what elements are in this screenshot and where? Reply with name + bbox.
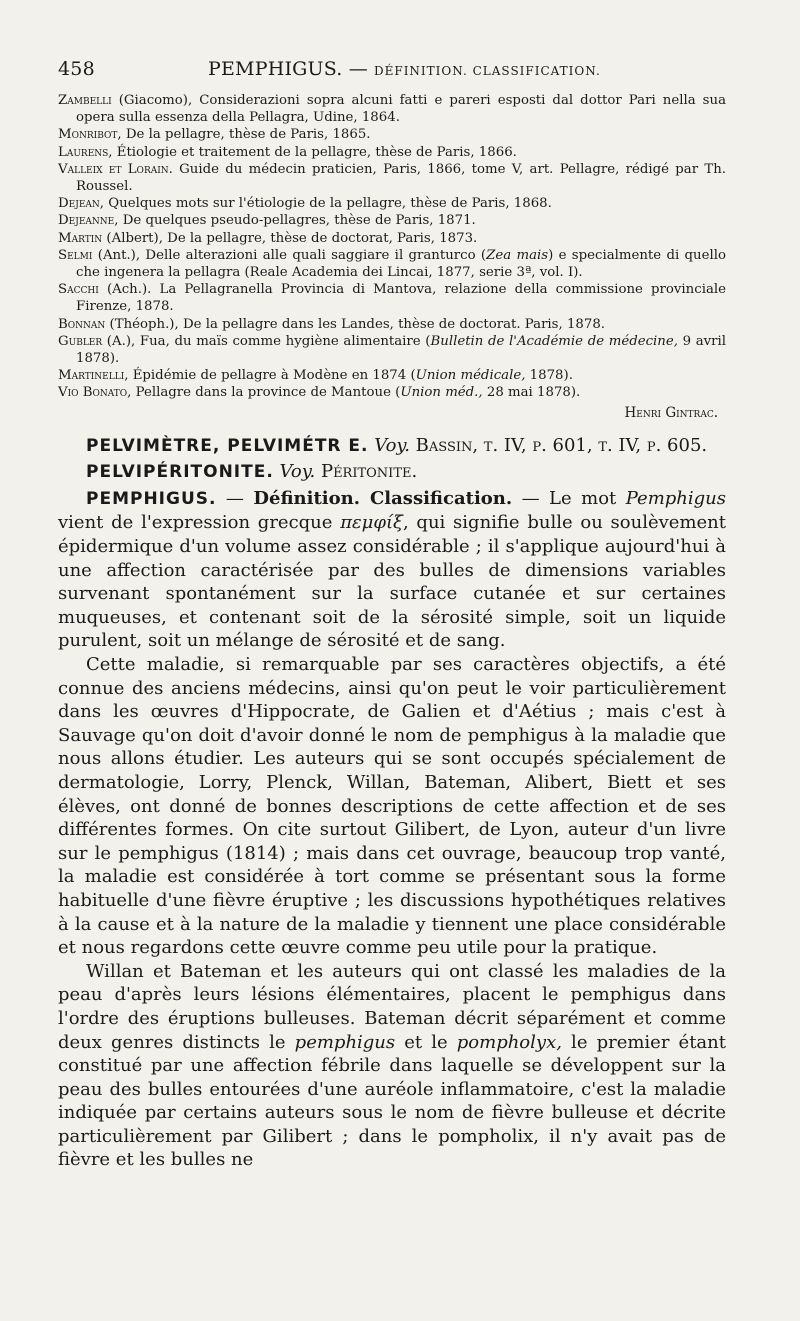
bib-entry: Dejean, Quelques mots sur l'étiologie de la pellagre, thèse de Paris, 1868. [58,196,552,212]
headword: PELVIMÈTRE, PELVIMÉTR E. [86,435,369,456]
headword: PELVIPÉRITONITE. [86,462,274,483]
bib-entry: Sacchi (Ach.). La Pellagranella Provincia di Mantova, relazione della commissione provinciale Firenze, 1878. [58,282,726,315]
bib-entry: Dejeanne, De quelques pseudo-pellagres, thèse de Paris, 1871. [58,213,476,229]
running-header [58,58,726,92]
author-signature: Henri Gintrac. [624,404,718,421]
bib-entry: Gubler (A.), Fua, du maïs comme hygiène alimentaire (Bulletin de l'Académie de médecine, 9 avril 1878). [58,333,726,367]
entry-pemphigus: PEMPHIGUS. — Définition. Classification. — Le mot Pemphigus vient de l'expression grecque πεμφίξ, qui signifie bulle ou soulèvement épidermique d'un volume assez considérable ; il s'applique aujourd'hui à une affection caractérisée par des bulles de dimensions variables survenant spontanément sur la surface cutanée et sur certaines muqueuses, et contenant soit de la sérosité simple, soit un liquide purulent, soit un mélange de sérosité et de sang. [58,487,726,652]
bib-entry: Selmi (Ant.), Delle alterazioni alle quali saggiare il granturco (Zea mais) e specialmente di quello che ingenera la pellagra (Reale Academia dei Lincai, 1877, serie 3ª, vol. I). [58,247,726,281]
bib-entry: Zambelli (Giacomo), Considerazioni sopra alcuni fatti e pareri esposti dal dottor Pari nella sua opera sulla essenza della Pellagra, Udine, 1864. [58,93,726,126]
entry-pelviperitonite: PELVIPÉRITONITE. Voy. Péritonite. [86,461,418,483]
page [58,58,726,1172]
bibliography [58,92,726,402]
bib-entry: Martin (Albert), De la pellagre, thèse de doctorat, Paris, 1873. [58,230,478,246]
page-number: 458 [58,58,95,80]
cross-reference: Bassin, t. IV, p. 601, t. IV, p. 605. [409,434,708,456]
cross-reference: Péritonite. [315,461,418,483]
entry-pelvimetre: PELVIMÈTRE, PELVIMÉTR E. Voy. Bassin, t. IV, p. 601, t. IV, p. 605. [86,434,708,456]
bib-entry: Valleix et Lorain. Guide du médecin praticien, Paris, 1866, tome V, art. Pellagre, rédigé par Th. Roussel. [58,161,726,195]
paragraph: Cette maladie, si remarquable par ses caractères objectifs, a été connue des anciens médecins, ainsi qu'on peut le voir particulièrement dans les œuvres d'Hippocrate, de Galien et d'Aétius ; mais c'est à Sauvage qu'on doit d'avoir donné le nom de pemphigus à la maladie que nous allons étudier. Les auteurs qui se sont occupés spécialement de dermatologie, Lorry, Plenck, Willan, Bateman, Alibert, Biett et ses élèves, ont donné de bonnes descriptions de cette affection et de ses différentes formes. On cite surtout Gilibert, de Lyon, auteur d'un livre sur le pemphigus (1814) ; mais dans cet ouvrage, beaucoup trop vanté, la maladie est considérée à tort comme se présentant sous la forme habituelle d'une fièvre éruptive ; les discussions hypothétiques relatives à la cause et à la nature de la maladie y tiennent une place considérable et nous regardons cette œuvre comme peu utile pour la pratique. [58,654,726,959]
running-title: PEMPHIGUS. — [208,58,368,80]
bib-entry: Laurens, Étiologie et traitement de la pellagre, thèse de Paris, 1866. [58,144,517,160]
bib-entry: Vio Bonato, Pellagre dans la province de Mantoue (Union méd., 28 mai 1878). [58,385,581,401]
running-subtitle: DÉFINITION. CLASSIFICATION. [373,64,601,78]
paragraph: Willan et Bateman et les auteurs qui ont classé les maladies de la peau d'après leurs lésions élémentaires, placent le pemphigus dans l'ordre des éruptions bulleuses. Bateman décrit séparément et comme deux genres distincts le pemphigus et le pompholyx, le premier étant constitué par une affection fébrile dans laquelle se développent sur la peau des bulles entourées d'une auréole inflammatoire, c'est la maladie indiquée par certains auteurs sous le nom de fièvre bulleuse et décrite particulièrement par Gilibert ; dans le pompholix, il n'y avait pas de fièvre et les bulles ne [58,960,726,1171]
bib-entry: Martinelli, Épidémie de pellagre à Modène en 1874 (Union médicale, 1878). [58,368,573,384]
section-subhead: Définition. Classification. [253,487,513,509]
bib-entry: Monribot, De la pellagre, thèse de Paris, 1865. [58,127,371,143]
headword: PEMPHIGUS. [86,488,217,509]
article-body [58,434,726,1172]
bib-entry: Bonnan (Théoph.), De la pellagre dans les Landes, thèse de doctorat. Paris, 1878. [58,316,606,332]
